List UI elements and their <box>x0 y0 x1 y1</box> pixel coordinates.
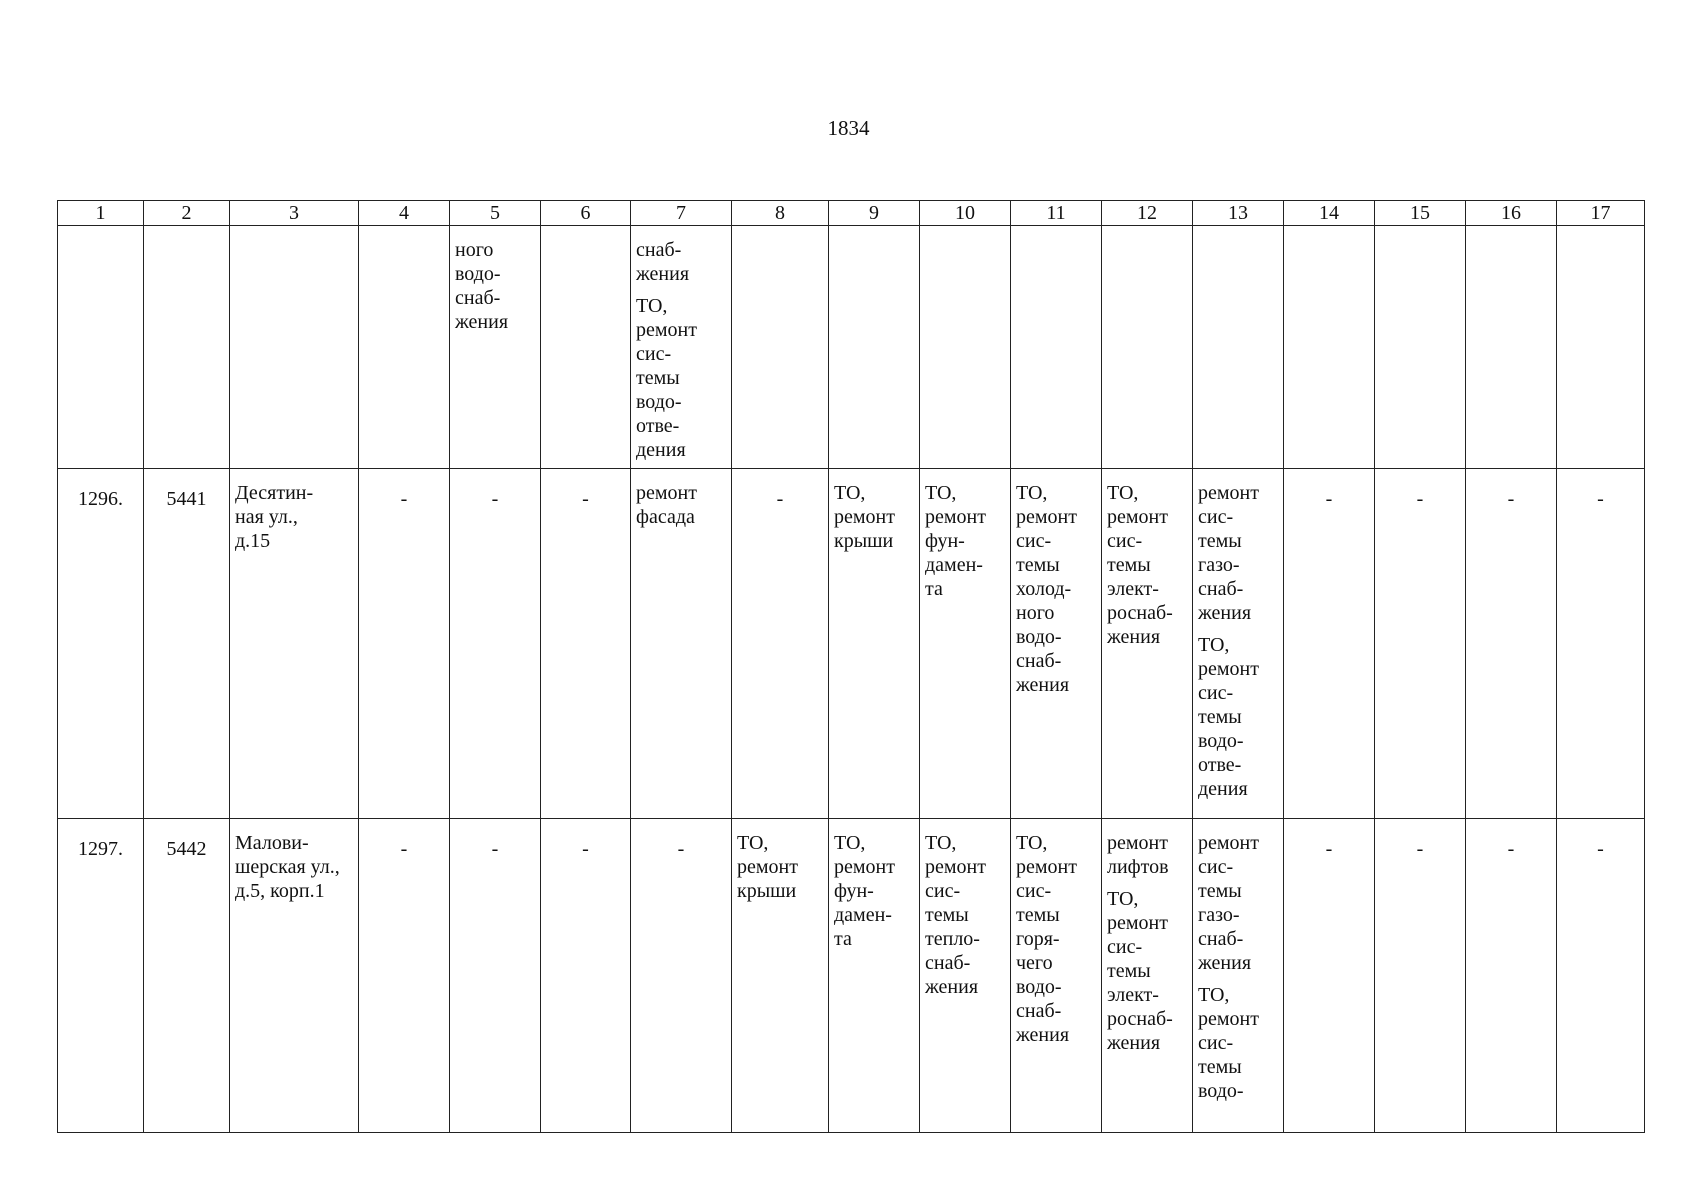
cell-content <box>1193 469 1283 801</box>
cell-content <box>920 469 1010 601</box>
table-cell <box>631 819 732 1133</box>
table-cell <box>541 469 631 819</box>
object-code: 5441 <box>166 488 207 510</box>
column-header: 10 <box>920 201 1011 226</box>
table-cell <box>1557 469 1645 819</box>
cell-value: - <box>400 838 408 860</box>
table-cell <box>732 469 829 819</box>
header-row <box>58 201 1645 226</box>
table-cell <box>1375 469 1466 819</box>
work-entry: ТО, ремонт фун- дамен- та <box>925 482 986 600</box>
table-cell <box>58 226 144 469</box>
work-entry: ремонт фасада <box>636 482 697 528</box>
cell-value: - <box>1597 838 1604 860</box>
column-header: 13 <box>1193 201 1284 226</box>
table-cell <box>1193 226 1284 469</box>
cell-content <box>732 819 828 903</box>
cell-value: - <box>677 838 685 860</box>
cell-value: - <box>1507 488 1515 510</box>
table-cell <box>1102 819 1193 1133</box>
table-cell <box>1284 469 1375 819</box>
table-cell <box>144 819 230 1133</box>
work-entry: ного водо- снаб- жения <box>455 239 509 333</box>
cell-content <box>920 819 1010 999</box>
table-cell <box>58 819 144 1133</box>
cell-value: - <box>776 488 784 510</box>
cell-content <box>1011 819 1101 1047</box>
table-cell <box>450 226 541 469</box>
work-entry: ТО, ремонт сис- темы холод- ного водо- снаб- жения <box>1016 482 1077 696</box>
cell-value: - <box>400 488 408 510</box>
column-header: 16 <box>1466 201 1557 226</box>
address: Малови- шерская ул., д.5, корп.1 <box>235 832 340 902</box>
table-cell <box>1284 819 1375 1133</box>
cell-content <box>631 226 731 462</box>
column-header: 1 <box>58 201 144 226</box>
column-header: 7 <box>631 201 732 226</box>
table-cell <box>920 819 1011 1133</box>
table-cell <box>450 469 541 819</box>
table-cell <box>829 469 920 819</box>
work-entry: ТО, ремонт сис- темы водо- отве- дения <box>636 295 697 461</box>
table-cell <box>1011 226 1102 469</box>
table-row <box>58 469 1645 819</box>
row-number: 1296. <box>78 488 123 510</box>
table-cell <box>920 469 1011 819</box>
work-entry: ТО, ремонт фун- дамен- та <box>834 832 895 950</box>
table-cell <box>1011 819 1102 1133</box>
work-entry: ремонт лифтов <box>1107 832 1169 878</box>
table-cell <box>732 819 829 1133</box>
column-header: 6 <box>541 201 631 226</box>
table-row <box>58 819 1645 1133</box>
work-entry: ТО, ремонт сис- темы элект- роснаб- жения <box>1107 888 1173 1054</box>
work-entry: ТО, ремонт крыши <box>834 482 895 552</box>
table-cell <box>1284 226 1375 469</box>
work-entry: ТО, ремонт сис- темы горя- чего водо- снаб- жения <box>1016 832 1077 1046</box>
table-cell <box>144 469 230 819</box>
work-entry: ТО, ремонт сис- темы тепло- снаб- жения <box>925 832 986 998</box>
table-cell <box>359 819 450 1133</box>
column-header: 11 <box>1011 201 1102 226</box>
work-entry: ТО, ремонт сис- темы элект- роснаб- жения <box>1107 482 1173 648</box>
table-cell <box>230 469 359 819</box>
table-cell <box>1375 819 1466 1133</box>
address: Десятин- ная ул., д.15 <box>235 482 314 552</box>
cell-content <box>829 469 919 553</box>
work-entry: ремонт сис- темы газо- снаб- жения <box>1198 482 1259 624</box>
table-cell <box>732 226 829 469</box>
column-header: 14 <box>1284 201 1375 226</box>
table-cell <box>1557 226 1645 469</box>
table-cell <box>541 819 631 1133</box>
work-entry: ТО, ремонт крыши <box>737 832 798 902</box>
column-header: 15 <box>1375 201 1466 226</box>
table-cell <box>359 469 450 819</box>
cell-value: - <box>1507 838 1515 860</box>
table-cell <box>1193 469 1284 819</box>
object-code: 5442 <box>166 838 207 860</box>
cell-value: - <box>491 488 499 510</box>
cell-content <box>631 469 731 529</box>
cell-value: - <box>1325 488 1333 510</box>
column-header: 5 <box>450 201 541 226</box>
cell-content <box>1193 819 1283 1103</box>
cell-value: - <box>1416 838 1424 860</box>
table-cell <box>1466 819 1557 1133</box>
table-cell <box>1102 469 1193 819</box>
cell-value: - <box>1416 488 1424 510</box>
table-cell <box>1557 819 1645 1133</box>
cell-value: - <box>491 838 499 860</box>
column-header: 9 <box>829 201 920 226</box>
work-entry: снаб- жения <box>636 239 690 285</box>
table-cell <box>1466 226 1557 469</box>
table-cell <box>829 226 920 469</box>
table-cell <box>631 226 732 469</box>
table-cell <box>1193 819 1284 1133</box>
cell-content <box>450 226 540 334</box>
table-cell <box>631 469 732 819</box>
work-entry: ТО, ремонт сис- темы водо- <box>1198 984 1259 1102</box>
table-cell <box>230 226 359 469</box>
cell-value: - <box>1597 488 1604 510</box>
column-header: 2 <box>144 201 230 226</box>
table-cell <box>230 819 359 1133</box>
cell-value: - <box>582 488 589 510</box>
table-cell <box>1102 226 1193 469</box>
cell-content <box>829 819 919 951</box>
table-cell <box>144 226 230 469</box>
work-entry: ТО, ремонт сис- темы водо- отве- дения <box>1198 634 1259 800</box>
cell-content <box>1102 819 1192 1055</box>
table-cell <box>359 226 450 469</box>
column-header: 12 <box>1102 201 1193 226</box>
page-number: 1834 <box>827 116 870 140</box>
cell-content <box>1011 469 1101 697</box>
column-header: 4 <box>359 201 450 226</box>
cell-value: - <box>582 838 589 860</box>
column-header: 3 <box>230 201 359 226</box>
table-cell <box>58 469 144 819</box>
cell-content <box>1102 469 1192 649</box>
table-row <box>58 226 1645 469</box>
table-cell <box>829 819 920 1133</box>
table-cell <box>1466 469 1557 819</box>
works-table <box>57 200 1645 1133</box>
column-header: 8 <box>732 201 829 226</box>
table-cell <box>1375 226 1466 469</box>
table-cell <box>1011 469 1102 819</box>
row-number: 1297. <box>78 838 123 860</box>
table-cell <box>920 226 1011 469</box>
table-cell <box>541 226 631 469</box>
column-header: 17 <box>1557 201 1645 226</box>
table-cell <box>450 819 541 1133</box>
work-entry: ремонт сис- темы газо- снаб- жения <box>1198 832 1259 974</box>
cell-value: - <box>1325 838 1333 860</box>
